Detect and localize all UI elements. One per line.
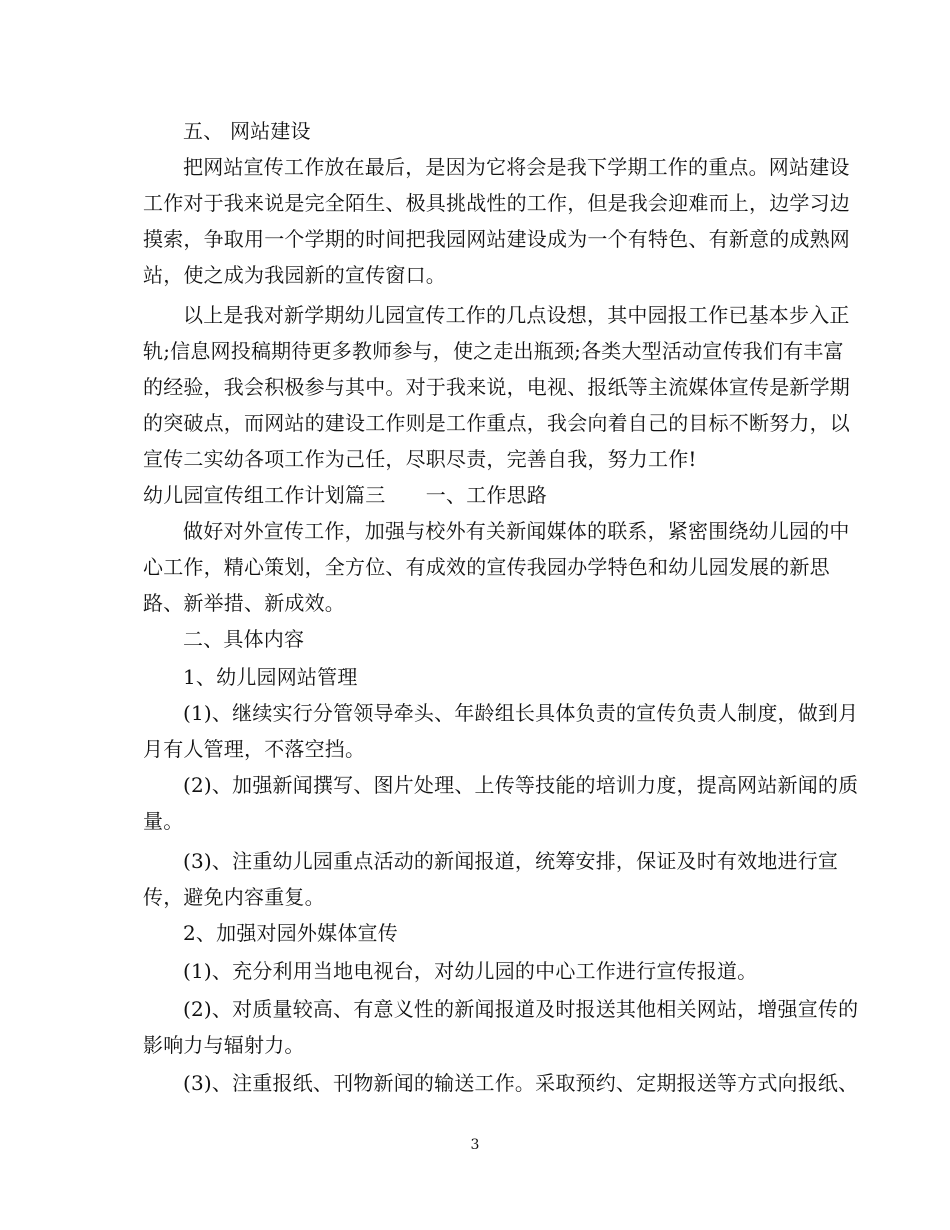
paragraph-line: 工作对于我来说是完全陌生、极具挑战性的工作，但是我会迎难而上，边学习边 (143, 191, 850, 215)
list-item-line: 影响力与辐射力。 (143, 1033, 305, 1057)
list-item-line: 量。 (143, 809, 184, 833)
paragraph-line: 站，使之成为我园新的宣传窗口。 (143, 263, 446, 287)
subsection-heading-website-management: 1、幼儿园网站管理 (183, 665, 358, 689)
list-item-line: (2)、对质量较高、有意义性的新闻报道及时报送其他相关网站，增强宣传的 (183, 997, 859, 1021)
plan-title-line: 幼儿园宣传组工作计划篇三 一、工作思路 (143, 483, 547, 507)
paragraph-line: 以上是我对新学期幼儿园宣传工作的几点设想，其中园报工作已基本步入正 (183, 303, 850, 327)
paragraph-line: 的突破点，而网站的建设工作则是工作重点，我会向着自己的目标不断努力，以 (143, 411, 850, 435)
paragraph-line: 的经验，我会积极参与其中。对于我来说，电视、报纸等主流媒体宣传是新学期 (143, 375, 850, 399)
paragraph-line: 轨;信息网投稿期待更多教师参与，使之走出瓶颈;各类大型活动宣传我们有丰富 (143, 339, 844, 363)
list-item-line: (2)、加强新闻撰写、图片处理、上传等技能的培训力度，提高网站新闻的质 (183, 773, 859, 797)
list-item-line: (1)、充分利用当地电视台，对幼儿园的中心工作进行宣传报道。 (183, 959, 758, 983)
section-heading-content: 二、具体内容 (183, 627, 305, 651)
list-item-line: (1)、继续实行分管领导牵头、年龄组长具体负责的宣传负责人制度，做到月 (183, 701, 859, 725)
list-item-line: 月有人管理，不落空挡。 (143, 737, 366, 761)
subsection-heading-external-media: 2、加强对园外媒体宣传 (183, 921, 398, 945)
section-heading-website: 五、 网站建设 (183, 119, 311, 143)
paragraph-line: 心工作，精心策划，全方位、有成效的宣传我园办学特色和幼儿园发展的新思 (143, 555, 830, 579)
paragraph-line: 路、新举措、新成效。 (143, 591, 345, 615)
paragraph-line: 做好对外宣传工作，加强与校外有关新闻媒体的联系，紧密围绕幼儿园的中 (183, 519, 850, 543)
paragraph-line: 宣传二实幼各项工作为己任，尽职尽责，完善自我，努力工作! (143, 447, 697, 471)
list-item-line: (3)、注重幼儿园重点活动的新闻报道，统筹安排，保证及时有效地进行宣 (183, 849, 839, 873)
list-item-line: (3)、注重报纸、刊物新闻的输送工作。采取预约、定期报送等方式向报纸、 (183, 1071, 859, 1095)
list-item-line: 传，避免内容重复。 (143, 885, 325, 909)
page-number: 3 (470, 1137, 480, 1153)
paragraph-line: 把网站宣传工作放在最后，是因为它将会是我下学期工作的重点。网站建设 (183, 155, 850, 179)
paragraph-line: 摸索，争取用一个学期的时间把我园网站建设成为一个有特色、有新意的成熟网 (143, 227, 850, 251)
